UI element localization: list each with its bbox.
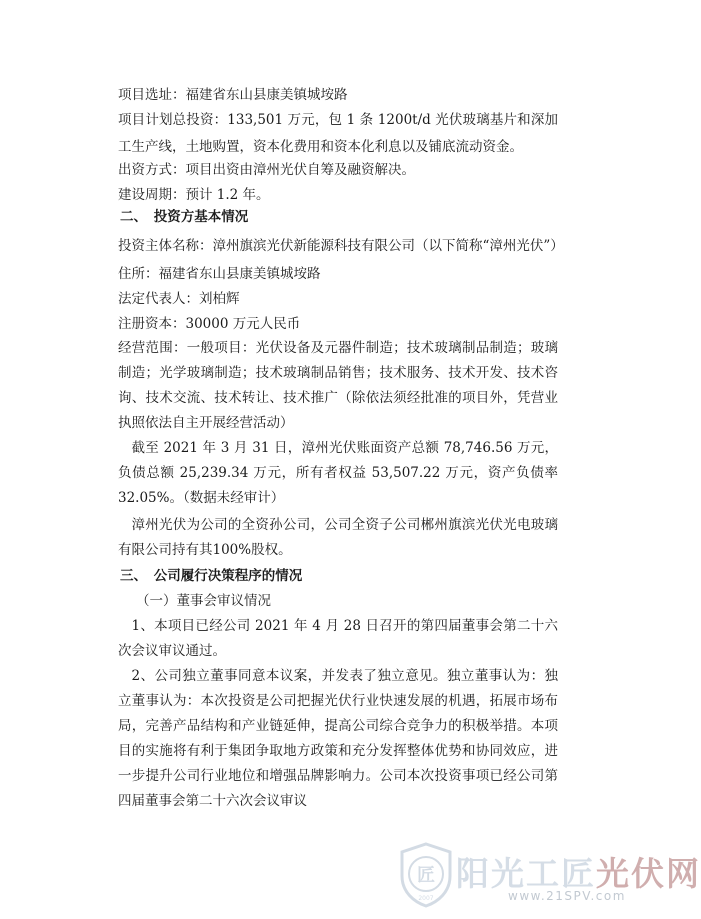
shield-logo-icon xyxy=(398,842,454,908)
paragraph-text: 注册资本：30000 万元人民币 xyxy=(118,316,301,332)
paragraph-funding xyxy=(118,157,558,184)
subheading-text: （一）董事会审议情况 xyxy=(136,593,271,609)
logo-char: 匠 xyxy=(417,865,435,886)
paragraph-legal-rep xyxy=(118,286,558,313)
paragraph-text: 项目选址：福建省东山县康美镇城垵路 xyxy=(118,87,348,103)
paragraph-project-site xyxy=(118,82,558,109)
heading-text: 三、 公司履行决策程序的情况 xyxy=(120,568,303,584)
paragraph-text: 漳州光伏为公司的全资孙公司，公司全资子公司郴州旗滨光伏光电玻璃有限公司持有其100%股权。 xyxy=(118,517,558,558)
paragraph-investor-name xyxy=(118,233,564,260)
paragraph-total-investment xyxy=(118,107,558,160)
paragraph-ownership xyxy=(118,513,558,563)
paragraph-board-approval xyxy=(118,614,558,664)
watermark-title xyxy=(456,848,701,895)
watermark-title-part1: 阳光工匠 xyxy=(456,854,596,893)
paragraph-text: 建设周期：预计 1.2 年。 xyxy=(118,187,270,203)
section-heading-investor xyxy=(120,204,560,231)
paragraph-text: 项目计划总投资：133,501 万元，包 1 条 1200t/d 光伏玻璃基片和深加工生产线，土地购置，资本化费用和资本化利息以及铺底流动资金。 xyxy=(118,112,558,155)
paragraph-registered-capital xyxy=(118,311,558,338)
paragraph-text: 1、本项目已经公司 2021 年 4 月 28 日召开的第四届董事会第二十六次会议审议通过。 xyxy=(118,618,558,659)
paragraph-text: 投资主体名称：漳州旗滨光伏新能源科技有限公司（以下简称“漳州光伏”） xyxy=(118,238,564,254)
paragraph-text: 截至 2021 年 3 月 31 日，漳州光伏账面资产总额 78,746.56 万元，负债总额 25,239.34 万元，所有者权益 53,507.22 万元，资产负债率 32.05%。（数据未经审计） xyxy=(118,440,558,506)
logo-year: 2007 xyxy=(418,895,434,902)
paragraph-text: 经营范围：一般项目：光伏设备及元器件制造；技术玻璃制品制造；玻璃制造；光学玻璃制造；技术玻璃制品销售；技术服务、技术开发、技术咨询、技术交流、技术转让、技术推广（除依法须经批准的项目外，凭营业执照依法自主开展经营活动） xyxy=(118,340,558,431)
paragraph-address xyxy=(118,261,558,288)
paragraph-text: 出资方式：项目出资由漳州光伏自筹及融资解决。 xyxy=(118,162,415,178)
paragraph-independent-directors xyxy=(118,664,558,814)
paragraph-text: 法定代表人：刘柏辉 xyxy=(118,291,240,307)
section-heading-decision xyxy=(120,563,560,590)
watermark-url: www.21SPV.com xyxy=(508,889,626,903)
paragraph-text: 住所：福建省东山县康美镇城垵路 xyxy=(118,266,321,282)
subheading-board-review xyxy=(136,588,576,615)
heading-text: 二、 投资方基本情况 xyxy=(120,209,249,225)
paragraph-financials xyxy=(118,436,558,511)
watermark-title-part2: 光伏网 xyxy=(596,854,701,893)
paragraph-text: 2、公司独立董事同意本议案，并发表了独立意见。独立董事认为：独立董事认为：本次投资是公司把握光伏行业快速发展的机遇，拓展市场布局，完善产品结构和产业链延伸，提高公司综合竞争力的积极举措。本项目的实施将有利于集团争取地方政策和充分发挥整体优势和协同效应，进一步提升公司行业地位和增强品牌影响力。公司本次投资事项已经公司第四届董事会第二十六次会议审议 xyxy=(118,668,558,809)
paragraph-business-scope xyxy=(118,336,558,436)
watermark xyxy=(398,842,701,908)
